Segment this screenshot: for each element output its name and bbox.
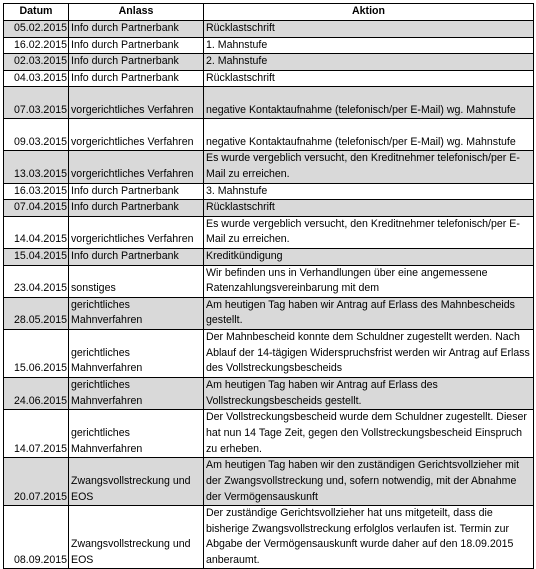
cell-aktion: Der Vollstreckungsbescheid wurde dem Schuldner zugestellt. Dieser hat nun 14 Tage Zeit, gegen den Vollstreckungsbescheid Einspruch zu erheben. [204,410,534,458]
cell-aktion: Am heutigen Tag haben wir den zuständigen Gerichtsvollzieher mit der Zwangsvollstreckung und, sofern notwendig, mit der Abnahme der Vermögensauskunft [204,458,534,506]
cell-datum: 09.03.2015 [4,119,69,151]
cell-datum: 05.02.2015 [4,21,69,38]
cell-aktion: Wir befinden uns in Verhandlungen über eine angemessene Ratenzahlungsvereinbarung mit dem [204,265,534,297]
header-datum: Datum [4,4,69,21]
cell-anlass: gerichtliches Mahnverfahren [69,329,204,377]
cell-datum: 07.04.2015 [4,200,69,217]
activity-log-table [3,3,534,569]
table-row [4,87,534,119]
cell-aktion: 1. Mahnstufe [204,37,534,54]
cell-anlass: Info durch Partnerbank [69,54,204,71]
cell-aktion: 3. Mahnstufe [204,183,534,200]
table-row [4,119,534,151]
cell-aktion: Der zuständige Gerichtsvollzieher hat uns mitgeteilt, dass die bisherige Zwangsvollstreckung erfolglos verlaufen ist. Termin zur Abgabe der Vermögensauskunft wurde daher auf den 18.09.2015 anberaumt. [204,506,534,569]
cell-anlass: vorgerichtliches Verfahren [69,216,204,248]
cell-aktion: negative Kontaktaufnahme (telefonisch/per E-Mail) wg. Mahnstufe [204,87,534,119]
table-row [4,506,534,569]
table-row [4,21,534,38]
table-row [4,200,534,217]
cell-anlass: Info durch Partnerbank [69,21,204,38]
cell-anlass: Zwangsvollstreckung und EOS [69,506,204,569]
table-header-row [4,4,534,21]
cell-datum: 23.04.2015 [4,265,69,297]
cell-anlass: sonstiges [69,265,204,297]
table-row [4,377,534,409]
cell-aktion: Rücklastschrift [204,21,534,38]
cell-aktion: Kreditkündigung [204,248,534,265]
cell-datum: 07.03.2015 [4,87,69,119]
cell-datum: 02.03.2015 [4,54,69,71]
table-row [4,183,534,200]
cell-anlass: vorgerichtliches Verfahren [69,87,204,119]
cell-datum: 15.06.2015 [4,329,69,377]
cell-anlass: vorgerichtliches Verfahren [69,151,204,183]
table-row [4,70,534,87]
cell-aktion: 2. Mahnstufe [204,54,534,71]
table-row [4,54,534,71]
table-row [4,329,534,377]
table-row [4,37,534,54]
cell-aktion: Am heutigen Tag haben wir Antrag auf Erlass des Mahnbescheids gestellt. [204,297,534,329]
table-row [4,151,534,183]
cell-anlass: Info durch Partnerbank [69,248,204,265]
table-row [4,265,534,297]
cell-anlass: Zwangsvollstreckung und EOS [69,458,204,506]
table-row [4,248,534,265]
cell-datum: 14.04.2015 [4,216,69,248]
cell-datum: 16.03.2015 [4,183,69,200]
cell-anlass: Info durch Partnerbank [69,37,204,54]
cell-datum: 04.03.2015 [4,70,69,87]
cell-anlass: gerichtliches Mahnverfahren [69,377,204,409]
header-aktion: Aktion [204,4,534,21]
cell-datum: 20.07.2015 [4,458,69,506]
cell-aktion: Am heutigen Tag haben wir Antrag auf Erlass des Vollstreckungsbescheids gestellt. [204,377,534,409]
cell-anlass: Info durch Partnerbank [69,183,204,200]
cell-aktion: Rücklastschrift [204,70,534,87]
cell-datum: 13.03.2015 [4,151,69,183]
cell-anlass: vorgerichtliches Verfahren [69,119,204,151]
cell-anlass: gerichtliches Mahnverfahren [69,297,204,329]
cell-anlass: Info durch Partnerbank [69,200,204,217]
table-row [4,458,534,506]
table-row [4,297,534,329]
table-row [4,410,534,458]
cell-aktion: negative Kontaktaufnahme (telefonisch/per E-Mail) wg. Mahnstufe [204,119,534,151]
cell-datum: 16.02.2015 [4,37,69,54]
cell-datum: 15.04.2015 [4,248,69,265]
cell-aktion: Es wurde vergeblich versucht, den Kreditnehmer telefonisch/per E-Mail zu erreichen. [204,216,534,248]
cell-anlass: gerichtliches Mahnverfahren [69,410,204,458]
cell-datum: 24.06.2015 [4,377,69,409]
cell-anlass: Info durch Partnerbank [69,70,204,87]
cell-aktion: Rücklastschrift [204,200,534,217]
cell-datum: 14.07.2015 [4,410,69,458]
cell-aktion: Es wurde vergeblich versucht, den Kreditnehmer telefonisch/per E-Mail zu erreichen. [204,151,534,183]
table-row [4,216,534,248]
cell-datum: 28.05.2015 [4,297,69,329]
header-anlass: Anlass [69,4,204,21]
cell-aktion: Der Mahnbescheid konnte dem Schuldner zugestellt werden. Nach Ablauf der 14-tägigen Widerspruchsfrist werden wir Antrag auf Erlass des Vollstreckungsbescheids [204,329,534,377]
cell-datum: 08.09.2015 [4,506,69,569]
